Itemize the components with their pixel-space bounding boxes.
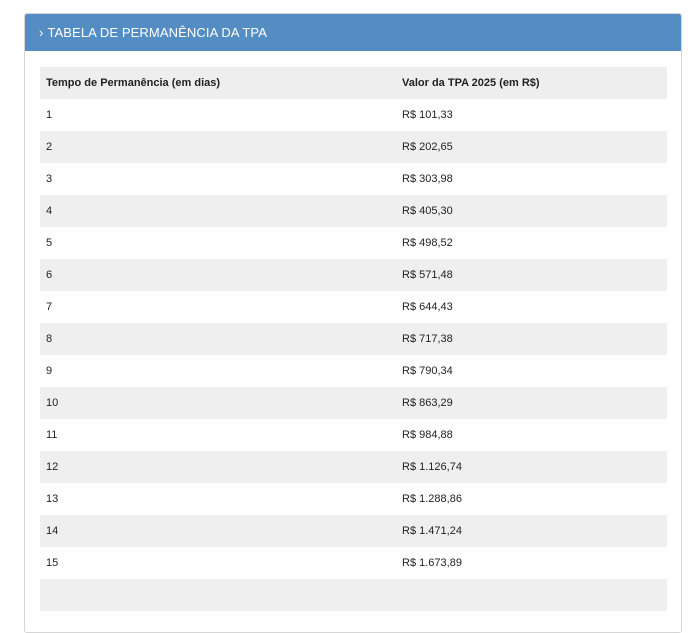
table-header-row bbox=[40, 67, 667, 99]
cell-dias: 8 bbox=[40, 323, 396, 355]
table-row bbox=[40, 323, 667, 355]
cell-valor: R$ 717,38 bbox=[396, 323, 667, 355]
cell-valor: R$ 405,30 bbox=[396, 195, 667, 227]
panel-header[interactable] bbox=[25, 14, 681, 51]
table-body bbox=[40, 99, 667, 611]
header-tempo-permanencia: Tempo de Permanência (em dias) bbox=[40, 67, 396, 99]
cell-valor: R$ 790,34 bbox=[396, 355, 667, 387]
cell-dias: 10 bbox=[40, 387, 396, 419]
cell-dias: 13 bbox=[40, 483, 396, 515]
table-row bbox=[40, 579, 667, 611]
table-row bbox=[40, 99, 667, 131]
header-valor-tpa: Valor da TPA 2025 (em R$) bbox=[396, 67, 667, 99]
cell-valor: R$ 1.673,89 bbox=[396, 547, 667, 579]
cell-valor bbox=[396, 579, 667, 611]
cell-valor: R$ 1.288,86 bbox=[396, 483, 667, 515]
cell-dias bbox=[40, 579, 396, 611]
cell-valor: R$ 101,33 bbox=[396, 99, 667, 131]
table-row bbox=[40, 355, 667, 387]
table-row bbox=[40, 163, 667, 195]
cell-valor: R$ 644,43 bbox=[396, 291, 667, 323]
cell-valor: R$ 984,88 bbox=[396, 419, 667, 451]
tpa-table bbox=[40, 67, 667, 611]
cell-dias: 7 bbox=[40, 291, 396, 323]
panel-title: TABELA DE PERMANÊNCIA DA TPA bbox=[47, 25, 267, 40]
table-row bbox=[40, 131, 667, 163]
cell-dias: 2 bbox=[40, 131, 396, 163]
cell-dias: 1 bbox=[40, 99, 396, 131]
table-row bbox=[40, 387, 667, 419]
table-row bbox=[40, 451, 667, 483]
cell-valor: R$ 303,98 bbox=[396, 163, 667, 195]
table-row bbox=[40, 195, 667, 227]
cell-dias: 15 bbox=[40, 547, 396, 579]
table-row bbox=[40, 227, 667, 259]
panel-body bbox=[25, 51, 681, 611]
cell-valor: R$ 863,29 bbox=[396, 387, 667, 419]
table-row bbox=[40, 547, 667, 579]
table-row bbox=[40, 515, 667, 547]
table-row bbox=[40, 291, 667, 323]
cell-dias: 6 bbox=[40, 259, 396, 291]
table-row bbox=[40, 259, 667, 291]
tpa-panel bbox=[24, 13, 682, 633]
cell-valor: R$ 498,52 bbox=[396, 227, 667, 259]
cell-valor: R$ 202,65 bbox=[396, 131, 667, 163]
table-row bbox=[40, 483, 667, 515]
cell-valor: R$ 1.471,24 bbox=[396, 515, 667, 547]
table-row bbox=[40, 419, 667, 451]
cell-dias: 12 bbox=[40, 451, 396, 483]
cell-dias: 4 bbox=[40, 195, 396, 227]
cell-dias: 11 bbox=[40, 419, 396, 451]
cell-dias: 14 bbox=[40, 515, 396, 547]
cell-dias: 3 bbox=[40, 163, 396, 195]
cell-dias: 5 bbox=[40, 227, 396, 259]
cell-valor: R$ 1.126,74 bbox=[396, 451, 667, 483]
cell-dias: 9 bbox=[40, 355, 396, 387]
chevron-right-icon: › bbox=[39, 25, 44, 40]
cell-valor: R$ 571,48 bbox=[396, 259, 667, 291]
